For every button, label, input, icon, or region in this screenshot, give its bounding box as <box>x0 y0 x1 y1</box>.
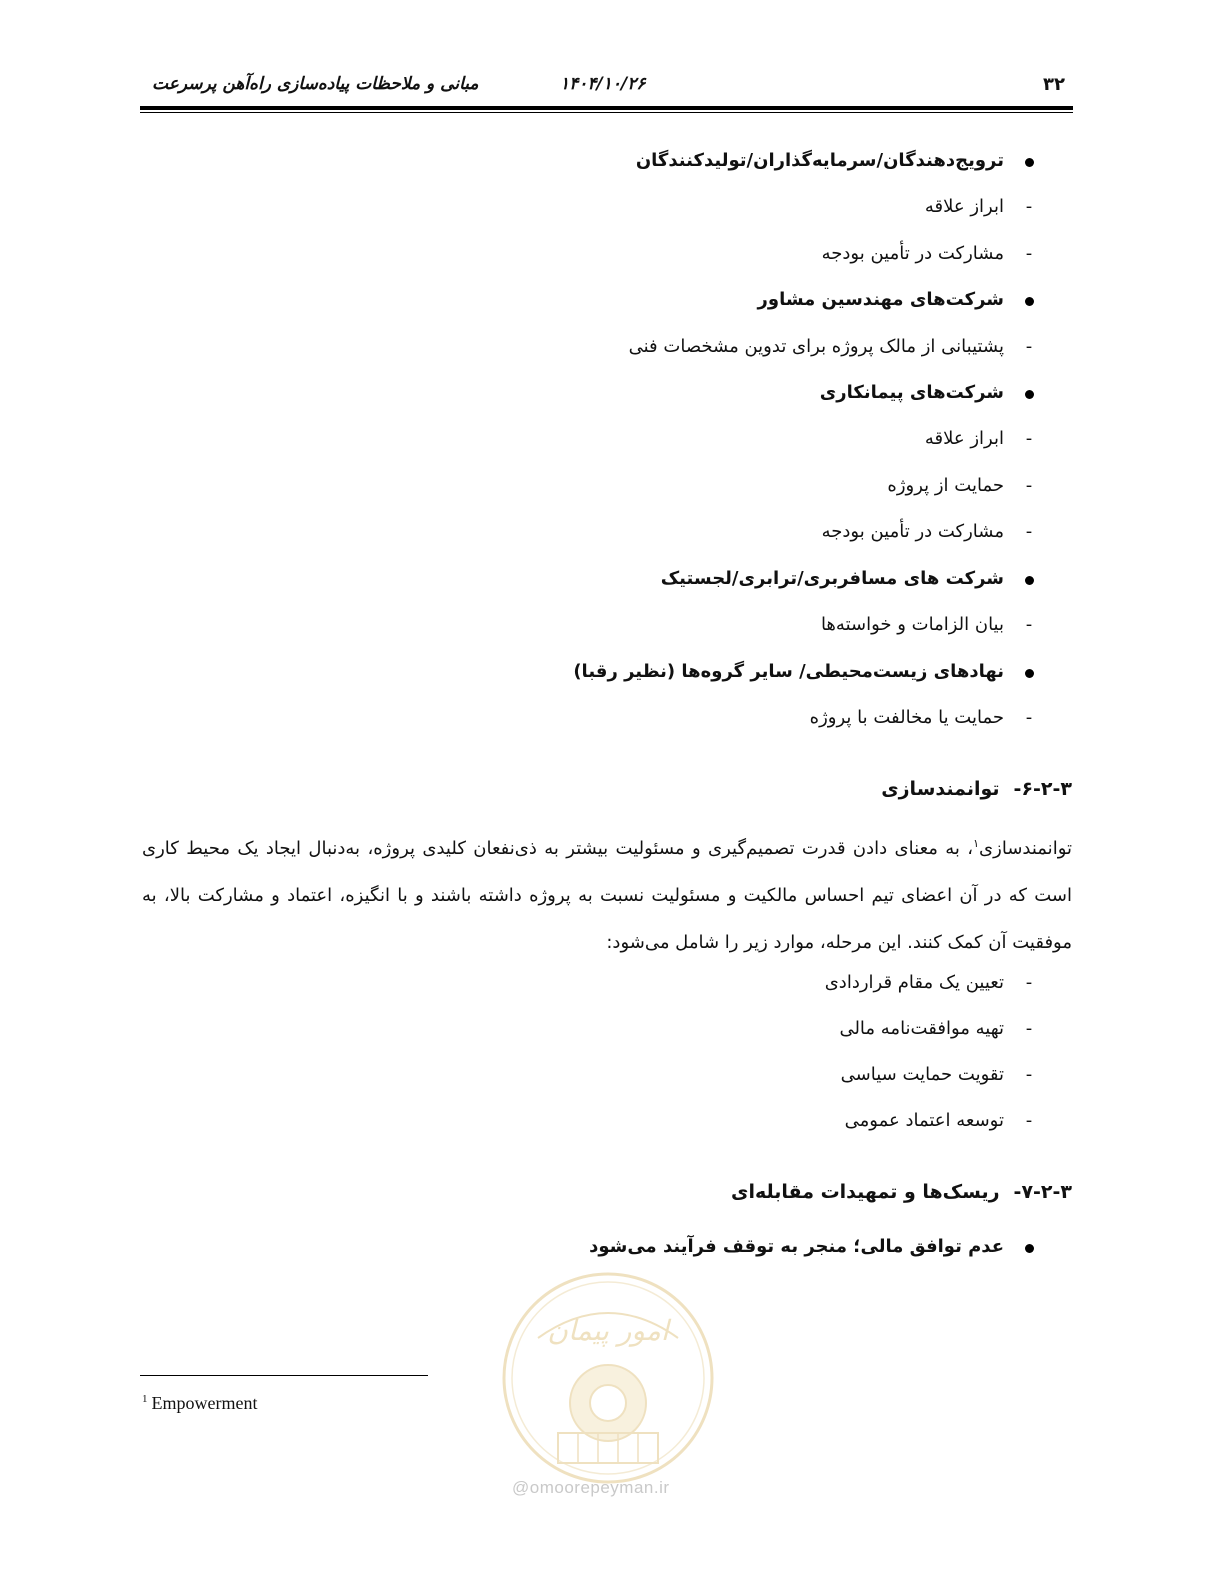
bullet-icon <box>1022 150 1036 172</box>
list-dash-item: - تقویت حمایت سیاسی <box>841 1064 1004 1085</box>
watermark-text: @omoorepeyman.ir <box>512 1478 670 1497</box>
list-bullet: نهادهای زیست‌محیطی/ سایر گروه‌ها (نظیر رقبا) <box>573 661 1004 682</box>
footnote-rule <box>140 1375 428 1376</box>
bullet-icon <box>1022 661 1036 683</box>
footnote <box>142 1393 257 1414</box>
section-title: توانمندسازی <box>881 778 1000 800</box>
list-bullet: شرکت‌های پیمانکاری <box>820 382 1004 403</box>
footnote-mark: 1 <box>142 1393 148 1405</box>
dash-icon: - <box>1025 428 1033 449</box>
dash-icon: - <box>1025 521 1033 542</box>
list-dash-item: - بیان الزامات و خواسته‌ها <box>821 614 1004 635</box>
dash-icon: - <box>1025 1110 1033 1131</box>
dash-icon: - <box>1025 707 1033 728</box>
dash-icon: - <box>1025 196 1033 217</box>
dash-icon: - <box>1025 243 1033 264</box>
footnote-ref: ۱ <box>973 837 980 850</box>
svg-text:امور پیمان: امور پیمان <box>547 1314 669 1347</box>
section-heading-empowerment <box>881 778 1072 800</box>
list-bullet: ترویج‌دهندگان/سرمایه‌گذاران/تولیدکنندگان <box>636 150 1004 171</box>
bullet-icon <box>1022 1236 1036 1258</box>
watermark-logo <box>498 1268 718 1508</box>
section-number: ۷-۲-۳- <box>1013 1181 1072 1203</box>
list-bullet: عدم توافق مالی؛ منجر به توقف فرآیند می‌شود <box>589 1236 1004 1257</box>
footnote-text: Empowerment <box>151 1393 258 1413</box>
list-dash-item: - مشارکت در تأمین بودجه <box>822 521 1004 542</box>
list-bullet: شرکت‌های مهندسین مشاور <box>758 289 1004 310</box>
bullet-icon <box>1022 568 1036 590</box>
section-heading-risks <box>731 1181 1072 1203</box>
dash-icon: - <box>1025 336 1033 357</box>
dash-icon: - <box>1025 614 1033 635</box>
list-dash-item: - ابراز علاقه <box>925 428 1004 449</box>
section-number: ۶-۲-۳- <box>1013 778 1072 800</box>
empowerment-paragraph: توانمندسازی$^۱$، به معنای دادن قدرت تصمیم‌گیری و مسئولیت بیشتر به ذی‌نفعان کلیدی پروژه، به‌دنبال ایجاد یک محیط کاری است که در آن اعضای تیم احساس مالکیت و مسئولیت نسبت به پروژه داشته باشند و با انگیزه، اعتماد و مشارکت بالا، به موفقیت آن کمک کنند. این مرحله، موارد زیر را شامل می‌شود: <box>142 837 1072 953</box>
section-title: ریسک‌ها و تمهیدات مقابله‌ای <box>731 1181 1000 1203</box>
header-rule-thick <box>140 106 1073 110</box>
list-dash-item: - مشارکت در تأمین بودجه <box>822 243 1004 264</box>
list-dash-item: - حمایت یا مخالفت با پروژه <box>810 707 1004 728</box>
page-header <box>140 74 1073 104</box>
bullet-icon <box>1022 382 1036 404</box>
list-dash-item: - تهیه موافقت‌نامه مالی <box>839 1018 1004 1039</box>
bullet-icon <box>1022 289 1036 311</box>
header-title: مبانی و ملاحظات پیاده‌سازی راه‌آهن پرسرعت <box>152 74 479 94</box>
list-dash-item: - تعیین یک مقام قراردادی <box>825 972 1004 993</box>
list-dash-item: - توسعه اعتماد عمومی <box>845 1110 1004 1131</box>
dash-icon: - <box>1025 475 1033 496</box>
list-dash-item: - ابراز علاقه <box>925 196 1004 217</box>
header-date: ۱۴۰۴/۱۰/۲۶ <box>560 74 646 94</box>
list-dash-item: - حمایت از پروژه <box>887 475 1004 496</box>
list-bullet: شرکت های مسافربری/ترابری/لجستیک <box>661 568 1004 589</box>
header-rule-thin <box>140 112 1073 113</box>
dash-icon: - <box>1025 1064 1033 1085</box>
list-dash-item: - پشتیبانی از مالک پروژه برای تدوین مشخصات فنی <box>629 336 1004 357</box>
dash-icon: - <box>1025 972 1033 993</box>
page-number: ۳۲ <box>1043 74 1065 95</box>
dash-icon: - <box>1025 1018 1033 1039</box>
